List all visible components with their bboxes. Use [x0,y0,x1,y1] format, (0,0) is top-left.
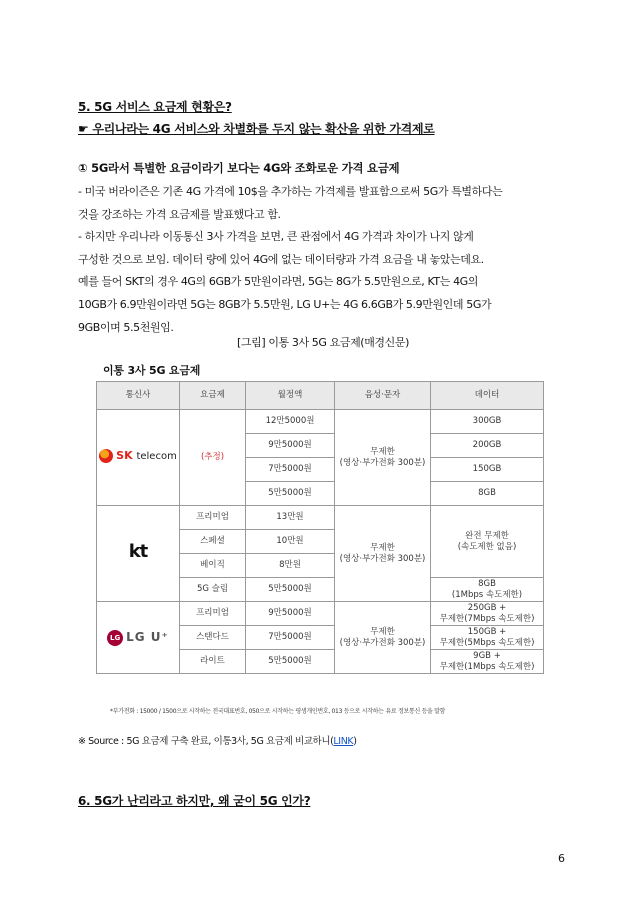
data-amount: 8GB [478,578,496,589]
body-text [78,181,568,339]
sk-plan-estimated: (추정) [180,410,246,506]
body-line: 예를 들어 SKT의 경우 4G의 6GB가 5만원이라면, 5G는 8G가 5.5만원으로, KT는 4G의 [78,275,479,289]
data-cell [431,626,544,650]
page-number: 6 [558,852,565,865]
section-heading-6: 6. 5G가 난리라고 하지만, 왜 굳이 5G 인가? [78,794,311,808]
data-note: 무제한(1Mbps 속도제한) [439,661,535,672]
plan-cell: 베이직 [180,554,246,578]
source-suffix: ) [353,736,357,747]
header-carrier: 통신사 [97,382,180,410]
table-header-row [97,382,544,410]
price-cell: 8만원 [246,554,335,578]
body-line: 10GB가 6.9만원이라면 5G는 8GB가 5.5만원, LG U+는 4G 6.6GB가 5.9만원인데 5G가 [78,297,492,311]
voice-note: (영상·부가전화 300분) [339,637,426,648]
body-line: - 하지만 우리나라 이동통신 3사 가격을 보면, 큰 관점에서 4G 가격과 차이가 나지 않게 [78,230,474,244]
kt-voice-cell [335,506,431,602]
plan-cell: 프리미엄 [180,602,246,626]
plan-cell: 스페셜 [180,530,246,554]
voice-note: (영상·부가전화 300분) [339,553,426,564]
price-cell: 13만원 [246,506,335,530]
price-cell: 12만5000원 [246,410,335,434]
section-subheading: ☛ 우리나라는 4G 서비스와 차별화를 두지 않는 확산을 위한 가격제로 [78,122,435,136]
data-cell: 150GB [431,458,544,482]
plan-table [96,381,544,674]
section-heading-5: 5. 5G 서비스 요금제 현황은? [78,100,232,114]
sk-telecom-logo [99,449,177,463]
kt-data-unlimited-cell [431,506,544,578]
price-cell: 5만5000원 [246,650,335,674]
source-text: ※ Source : 5G 요금제 구축 완료, 이통3사, 5G 요금제 비교하니( [78,736,334,747]
table-title: 이통 3사 5G 요금제 [103,364,201,377]
lgu-logo [107,630,169,646]
data-note: 무제한(7Mbps 속도제한) [439,613,535,624]
sk-telecom-logo-cell [97,410,180,506]
price-cell: 5만5000원 [246,578,335,602]
sk-butterfly-icon [99,449,113,463]
data-cell: 300GB [431,410,544,434]
price-cell: 9만5000원 [246,434,335,458]
data-amount: 250GB + [467,602,507,613]
data-note: (속도제한 없음) [457,541,517,552]
voice-note: (영상·부가전화 300분) [339,457,426,468]
table-row [97,410,544,434]
plan-cell: 스탠다드 [180,626,246,650]
lg-face-icon: LG [107,630,123,646]
data-cell [431,650,544,674]
price-cell: 7만5000원 [246,458,335,482]
header-voice: 음성·문자 [335,382,431,410]
price-cell: 9만5000원 [246,602,335,626]
figure-caption: [그림] 이통 3사 5G 요금제(매경신문) [237,336,409,349]
header-price: 월정액 [246,382,335,410]
body-line: 구성한 것으로 보임. 데이터 량에 있어 4G에 없는 데이터량과 가격 요금을 내 놓았는데요. [78,252,484,266]
sk-voice-cell [335,410,431,506]
body-line: - 미국 버라이즌은 기존 4G 가격에 10$을 추가하는 가격제를 발표함으로써 5G가 특별하다는 [78,185,503,198]
plan-cell: 프리미엄 [180,506,246,530]
table-row [97,506,544,530]
plan-cell: 5G 슬림 [180,578,246,602]
data-cell: 200GB [431,434,544,458]
price-cell: 7만5000원 [246,626,335,650]
data-amount: 9GB + [473,650,501,661]
data-note: (1Mbps 속도제한) [451,589,523,600]
body-line: 것을 강조하는 가격 요금제를 발표했다고 함. [78,207,281,221]
header-plan: 요금제 [180,382,246,410]
header-data: 데이터 [431,382,544,410]
voice-unlimited: 무제한 [370,542,395,553]
sk-logo-text: SK telecom [116,448,177,462]
table-row [97,602,544,626]
kt-logo-cell [97,506,180,602]
data-cell [431,602,544,626]
body-line: 9GB이며 5.5천원임. [78,320,174,334]
voice-unlimited: 무제한 [370,626,395,637]
lgu-logo-text: LG U⁺ [126,630,169,644]
price-cell: 10만원 [246,530,335,554]
source-link[interactable]: LINK [333,736,354,747]
lgu-logo-cell [97,602,180,674]
data-unlimited: 완전 무제한 [465,530,509,541]
data-cell [431,578,544,602]
lg-voice-cell [335,602,431,674]
data-note: 무제한(5Mbps 속도제한) [439,637,535,648]
kt-logo: kt [128,541,148,562]
source-line [78,733,357,747]
data-amount: 150GB + [467,626,507,637]
data-cell: 8GB [431,482,544,506]
voice-unlimited: 무제한 [370,446,395,457]
plan-cell: 라이트 [180,650,246,674]
price-cell: 5만5000원 [246,482,335,506]
table-footnote: *부가전화 : 15000 / 1500으로 시작하는 전국대표번호, 050으로 시작하는 평생개인번호, 013 등으로 시작하는 유료 정보통신 등을 말함 [110,708,446,715]
subsection-title: ① 5G라서 특별한 요금이라기 보다는 4G와 조화로운 가격 요금제 [78,161,400,175]
